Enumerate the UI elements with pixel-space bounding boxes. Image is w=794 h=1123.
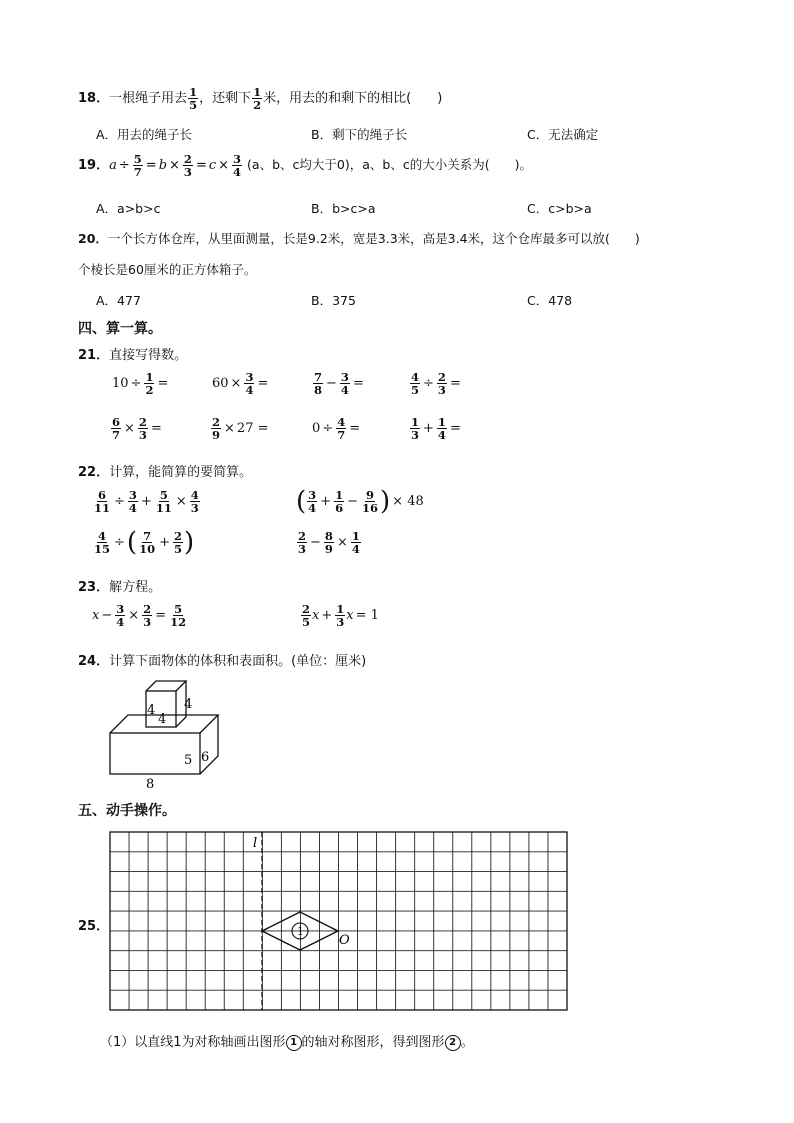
option-a: A．477 <box>96 293 141 308</box>
fraction: $\frac{1}{2}$ <box>253 85 262 112</box>
fraction: $\frac{1}{5}$ <box>189 85 198 112</box>
section-heading: 四、算一算。 <box>78 321 162 337</box>
expression: ( $\frac{3}{4}$ + $\frac{1}{6}$ − $\frac{9}{16}$ ) × 48 <box>296 486 424 517</box>
oral-item: $\frac{7}{8}$ − $\frac{3}{4}$ = <box>314 370 364 397</box>
oral-item: $\frac{2}{9}$ × 27 = <box>212 415 269 442</box>
oral-item: $\frac{4}{5}$ ÷ $\frac{2}{3}$ = <box>411 370 461 397</box>
question-18: 18．一根绳子用去 $\frac{1}{5}$ ，还剩下 $\frac{1}{2}$ 米，用去的和剩下的相比( ) <box>78 85 443 112</box>
dim-small-side: 4 <box>184 697 193 712</box>
question-22: 22．计算，能简算的要简算。 <box>78 465 253 480</box>
axis-label: l <box>253 836 258 851</box>
question-20-line2: 个棱长是60厘米的正方体箱子。 <box>78 262 257 277</box>
option-b: B．剩下的绳子长 <box>311 127 408 142</box>
question-24: 24．计算下面物体的体积和表面积。(单位：厘米) <box>78 654 367 669</box>
question-23: 23．解方程。 <box>78 580 162 595</box>
dim-small-front: 4 <box>147 703 156 718</box>
grid-figure <box>108 830 570 1012</box>
shape-label: 1 <box>297 925 304 938</box>
option-c: C．478 <box>527 293 573 308</box>
section-heading: 五、动手操作。 <box>78 803 176 819</box>
question-number: 18． <box>78 91 110 106</box>
question-number: 25． <box>78 919 110 934</box>
oral-item: 0 ÷ $\frac{4}{7}$ = <box>312 415 361 442</box>
oral-item: $\frac{1}{3}$ + $\frac{1}{4}$ = <box>411 415 461 442</box>
expression: $\frac{4}{15}$ ÷( $\frac{7}{10}$ + $\frac{2}{5}$ ) <box>94 527 195 558</box>
oral-item: 60 × $\frac{3}{4}$ = <box>212 370 269 397</box>
point-o-label: O <box>339 933 350 948</box>
sub-question-1: （1）以直线1为对称轴画出图形 1 的轴对称图形，得到图形 2 。 <box>100 1035 474 1050</box>
fraction: $\frac{3}{4}$ <box>233 152 242 179</box>
expression: $\frac{6}{11}$ ÷ $\frac{3}{4}$ + $\frac{5}{11}$ × $\frac{4}{3}$ <box>94 488 199 515</box>
option-b: B．375 <box>311 293 356 308</box>
dim-big-height: 5 <box>184 753 193 768</box>
fraction: $\frac{2}{3}$ <box>183 152 192 179</box>
option-a: A．用去的绳子长 <box>96 127 193 142</box>
question-20-line1: 20．一个长方体仓库，从里面测量，长是9.2米，宽是3.3米，高是3.4米，这个仓库最多可以放( ) <box>78 231 640 246</box>
question-number: 19． <box>78 158 110 173</box>
fraction: $\frac{5}{7}$ <box>133 152 142 179</box>
option-c: C．无法确定 <box>527 127 599 142</box>
oral-item: $\frac{6}{7}$ × $\frac{2}{3}$ = <box>112 415 162 442</box>
dim-small-bottom: 4 <box>158 712 167 727</box>
small-top-face <box>146 681 186 691</box>
question-19: 19．a ÷ $\frac{5}{7}$ = b × $\frac{2}{3}$ = c × $\frac{3}{4}$ (a、b、c均大于0)，a、b、c的大小关系为( )。 <box>78 152 532 179</box>
dim-big-depth: 6 <box>201 750 210 765</box>
option-c: C．c>b>a <box>527 201 592 216</box>
circle-number-icon: 1 <box>286 1035 302 1051</box>
option-a: A．a>b>c <box>96 201 161 216</box>
oral-item: 10 ÷ $\frac{1}{2}$ = <box>112 370 169 397</box>
expression: $\frac{2}{3}$ − $\frac{8}{9}$ × $\frac{1}{4}$ <box>298 529 360 556</box>
question-21: 21．直接写得数。 <box>78 348 188 363</box>
option-b: B．b>c>a <box>311 201 376 216</box>
equation: x − $\frac{3}{4}$ × $\frac{2}{3}$ = $\frac{5}{12}$ <box>92 602 187 629</box>
dim-big-length: 8 <box>146 777 155 791</box>
solid-figure <box>100 676 230 791</box>
circle-number-icon: 2 <box>445 1035 461 1051</box>
equation: $\frac{2}{5}$ x + $\frac{1}{3}$ x = 1 <box>302 602 379 629</box>
